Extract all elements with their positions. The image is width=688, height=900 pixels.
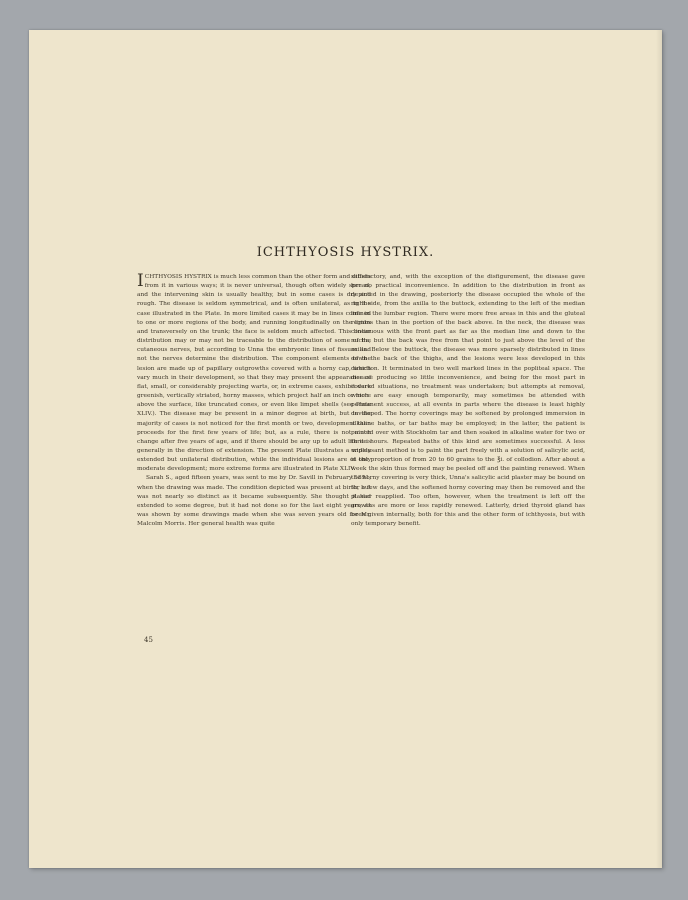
book-page	[29, 30, 662, 868]
page-title: ICHTHYOSIS HYSTRIX.	[256, 245, 435, 260]
page-edge-shadow	[656, 30, 662, 868]
paragraph-intro	[137, 273, 371, 474]
left-column	[137, 273, 371, 529]
paragraph-case: Sarah S., aged fifteen years, was sent to me by Dr. Savill in February 1891, when the drawing was made. The condition depicted was present at birth, but was not nearly so distinct as it became subsequently. She thought it had extended to some degree, but it had not done so for the last eight years, as was shown by some drawings made when she was seven years old for Mr. Malcolm Morris. Her general health was quite	[137, 475, 371, 528]
drop-cap: I	[137, 271, 144, 291]
right-column	[351, 273, 585, 529]
plate-number: 45	[144, 636, 153, 644]
paragraph-continuation: satisfactory, and, with the exception of the disfigurement, the disease gave her no practical inconvenience. In addition to the distribution in front as depicted in the drawing, posteriorly the disease occupied the whole of the right side, from the axilla to the buttock, extending to the left of the median line in the lumbar region. There were more free areas in this and the gluteal regions than in the portion of the back above. In the neck, the disease was continuous with the front part as far as the median line and down to the nucha, but the back was free from that point to just above the level of the axilla. Below the buttock, the disease was more sparsely distributed in lines down the back of the thighs, and the lesions were less developed in this direction. It terminated in two well marked lines in the popliteal space. The disease producing so little inconvenience, and being for the most part in covered situations, no treatment was undertaken; but attempts at removal, which are easy enough temporarily, may sometimes be attended with permanent success, at all events in parts where the disease is least highly developed. The horny coverings may be softened by prolonged immersion in alkaline baths, or tar baths may be employed; in the latter, the patient is painted over with Stockholm tar and then soaked in alkaline water for two or three hours. Repeated baths of this kind are sometimes successful. A less unpleasant method is to paint the part freely with a solution of salicylic acid, in the proportion of from 20 to 60 grains to the ℥i. of collodion. After about a week the skin thus formed may be peeled off and the painting renewed. When the horny covering is very thick, Unna's salicylic acid plaster may be bound on for a few days, and the softened horny covering may then be removed and the plaster reapplied. Too often, however, when the treatment is left off the growths are more or less rapidly renewed. Latterly, dried thyroid gland has been given internally, both for this and the other form of ichthyosis, but with only temporary benefit.	[351, 274, 585, 528]
paragraph-intro-text: CHTHYOSIS HYSTRIX is much less common than the other form and differs from it in various ways; it is never universal, though often widely spread, and the intervening skin is usually healthy, but in some cases is dry and rough. The disease is seldom symmetrical, and is often unilateral, as in the case illustrated in the Plate. In more limited cases it may be in lines confined to one or more regions of the body, and running longitudinally on the limbs and transversely on the trunk; the face is seldom much affected. This linear distribution may or may not be traceable to the distribution of some of the cutaneous nerves, but according to Unna the embryonic lines of fissure and not the nerves determine the distribution. The component elements of the lesion are made up of papillary outgrowths covered with a horny cap, which vary much in their development, so that they may present the appearance of flat, small, or considerably projecting warts, or, in extreme cases, exhibit dark greenish, vertically striated, horny masses, which project half an inch or more above the surface, like truncated cones, or even like limpet shells (see Plate XLIV.). The disease may be present in a minor degree at birth, but in the majority of cases is not noticed for the first month or two, development then proceeds for the first few years of life; but, as a rule, there is not much change after five years of age, and if there should be any up to adult life it is generally in the direction of extension. The present Plate illustrates a widely extended but unilateral distribution, while the individual lesions are of only moderate development; more extreme forms are illustrated in Plate XLIV.	[137, 274, 371, 473]
